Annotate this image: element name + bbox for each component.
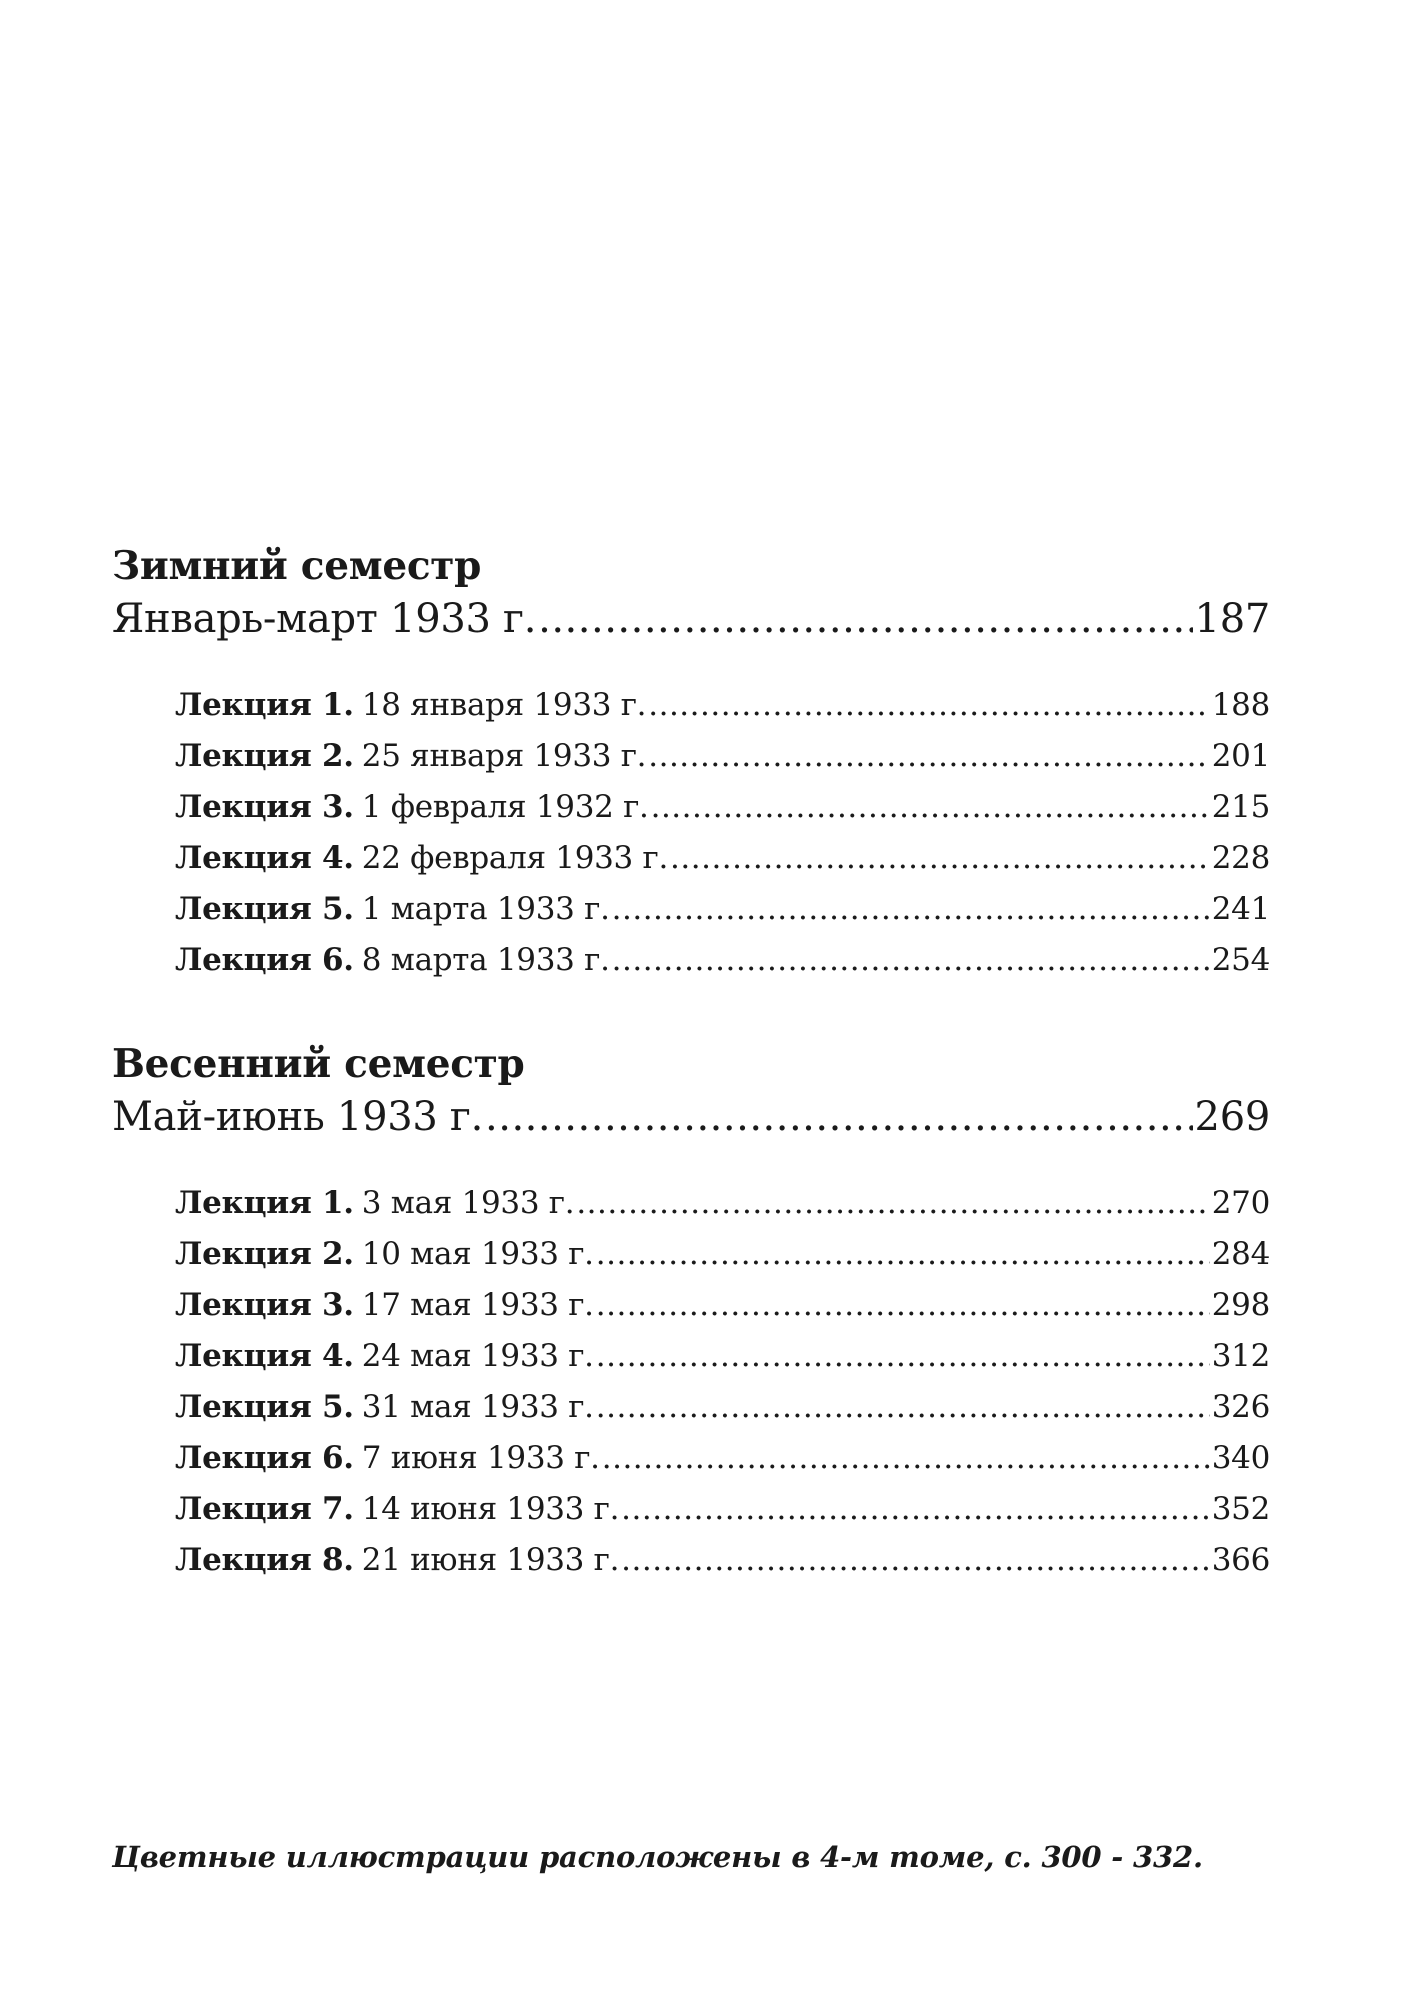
lecture-date: 22 февраля 1933 г. [361, 840, 669, 876]
lecture-entry[interactable] [175, 1382, 1270, 1433]
illustrations-footnote: Цветные иллюстрации расположены в 4-м томе, с. 300 - 332. [112, 1840, 1203, 1874]
dot-leader [485, 1090, 1193, 1144]
section-entry[interactable] [112, 1090, 1270, 1144]
lecture-date: 1 февраля 1932 г. [361, 789, 649, 825]
lecture-date: 18 января 1933 г. [361, 687, 647, 723]
page-number: 269 [1194, 1094, 1270, 1140]
page-number: 298 [1211, 1287, 1270, 1323]
lecture-date: 14 июня 1933 г. [361, 1491, 620, 1527]
lecture-entry[interactable] [175, 1178, 1270, 1229]
lecture-date: 25 января 1933 г. [361, 738, 647, 774]
page-number: 188 [1211, 687, 1270, 723]
dot-leader [651, 782, 1210, 833]
lecture-entry[interactable] [175, 1229, 1270, 1280]
page-number: 352 [1211, 1491, 1270, 1527]
dot-leader [612, 935, 1210, 986]
page-number: 201 [1211, 738, 1270, 774]
lecture-entry[interactable] [175, 833, 1270, 884]
page-number: 241 [1211, 891, 1270, 927]
dot-leader [596, 1382, 1210, 1433]
dot-leader [576, 1178, 1209, 1229]
lecture-entry[interactable] [175, 1280, 1270, 1331]
lecture-entry[interactable] [175, 1484, 1270, 1535]
page-number: 187 [1194, 596, 1270, 642]
dot-leader [596, 1229, 1210, 1280]
lecture-date: 17 мая 1933 г. [361, 1287, 594, 1323]
lecture-number: Лекция 1. [175, 687, 354, 723]
page-number: 366 [1211, 1542, 1270, 1578]
lecture-list [175, 1178, 1270, 1586]
lecture-number: Лекция 3. [175, 789, 354, 825]
section-period: Май-июнь 1933 г. [112, 1094, 484, 1140]
page-number: 228 [1211, 840, 1270, 876]
table-of-contents [112, 540, 1270, 1638]
lecture-list [175, 680, 1270, 986]
dot-leader [621, 1484, 1210, 1535]
lecture-date: 7 июня 1933 г. [361, 1440, 600, 1476]
lecture-number: Лекция 7. [175, 1491, 354, 1527]
section-entry[interactable] [112, 592, 1270, 646]
lecture-entry[interactable] [175, 731, 1270, 782]
lecture-date: 31 мая 1933 г. [361, 1389, 594, 1425]
page-number: 312 [1211, 1338, 1270, 1374]
lecture-date: 24 мая 1933 г. [361, 1338, 594, 1374]
dot-leader [602, 1433, 1210, 1484]
dot-leader [648, 680, 1209, 731]
dot-leader [538, 592, 1192, 646]
lecture-entry[interactable] [175, 1433, 1270, 1484]
lecture-number: Лекция 1. [175, 1185, 354, 1221]
lecture-date: 3 мая 1933 г. [361, 1185, 575, 1221]
dot-leader [596, 1331, 1210, 1382]
page-number: 270 [1211, 1185, 1270, 1221]
lecture-date: 8 марта 1933 г. [361, 942, 610, 978]
page-number: 340 [1211, 1440, 1270, 1476]
lecture-number: Лекция 8. [175, 1542, 354, 1578]
lecture-date: 1 марта 1933 г. [361, 891, 610, 927]
section-heading: Зимний семестр [112, 543, 482, 589]
toc-section-spring [112, 1038, 1270, 1586]
lecture-entry[interactable] [175, 782, 1270, 833]
lecture-number: Лекция 2. [175, 1236, 354, 1272]
dot-leader [612, 884, 1210, 935]
dot-leader [621, 1535, 1210, 1586]
dot-leader [648, 731, 1209, 782]
lecture-number: Лекция 4. [175, 840, 354, 876]
page-number: 284 [1211, 1236, 1270, 1272]
lecture-entry[interactable] [175, 884, 1270, 935]
page-number: 326 [1211, 1389, 1270, 1425]
dot-leader [670, 833, 1210, 884]
lecture-number: Лекция 3. [175, 1287, 354, 1323]
lecture-number: Лекция 5. [175, 891, 354, 927]
lecture-date: 10 мая 1933 г. [361, 1236, 594, 1272]
dot-leader [596, 1280, 1210, 1331]
lecture-number: Лекция 6. [175, 1440, 354, 1476]
lecture-number: Лекция 5. [175, 1389, 354, 1425]
lecture-number: Лекция 2. [175, 738, 354, 774]
lecture-entry[interactable] [175, 935, 1270, 986]
page-number: 254 [1211, 942, 1270, 978]
section-period: Январь-март 1933 г. [112, 596, 537, 642]
toc-section-winter [112, 540, 1270, 986]
lecture-date: 21 июня 1933 г. [361, 1542, 620, 1578]
lecture-entry[interactable] [175, 1535, 1270, 1586]
lecture-entry[interactable] [175, 1331, 1270, 1382]
lecture-entry[interactable] [175, 680, 1270, 731]
lecture-number: Лекция 4. [175, 1338, 354, 1374]
section-heading: Весенний семестр [112, 1041, 525, 1087]
lecture-number: Лекция 6. [175, 942, 354, 978]
page-number: 215 [1211, 789, 1270, 825]
